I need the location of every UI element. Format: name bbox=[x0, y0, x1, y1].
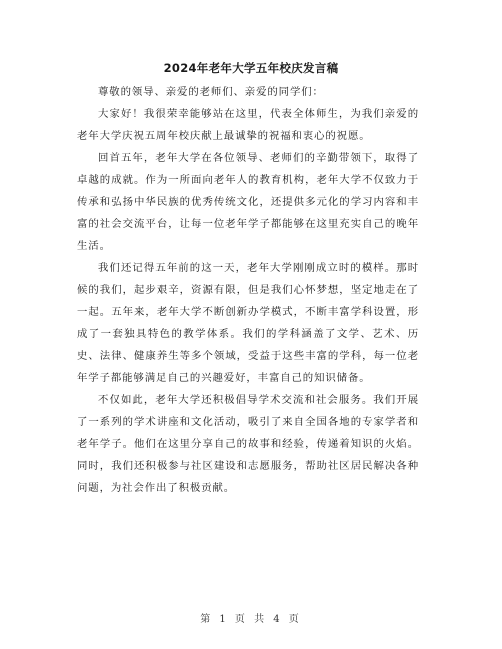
paragraph-4: 不仅如此，老年大学还积极倡导学术交流和社会服务。我们开展了一系列的学术讲座和文化活动，吸引了来自全国各地的专家学者和老年学子。他们在这里分享自己的故事和经验，传递着知识的火焰。同时，我们还积极参与社区建设和志愿服务，帮助社区居民解决各种问题，为社会作出了积极贡献。 bbox=[77, 394, 419, 494]
paragraph-2: 回首五年，老年大学在各位领导、老师们的辛勤带领下，取得了卓越的成就。作为一所面向老年人的教育机构，老年大学不仅致力于传承和弘扬中华民族的优秀传统文化，还提供多元化的学习内容和丰富的社会交流平台，让每一位老年学子都能够在这里充实自己的晚年生活。 bbox=[77, 152, 419, 252]
document-body bbox=[77, 81, 419, 499]
paragraph-1: 大家好！我很荣幸能够站在这里，代表全体师生，为我们亲爱的老年大学庆祝五周年校庆献上最诚挚的祝福和衷心的祝愿。 bbox=[77, 108, 419, 142]
document-title: 2024年老年大学五年校庆发言稿 bbox=[163, 61, 339, 75]
salutation: 尊敬的领导、亲爱的老师们、亲爱的同学们： bbox=[98, 86, 324, 98]
page-number-footer: 第 1 页 共 4 页 bbox=[200, 614, 302, 625]
paragraph-3: 我们还记得五年前的这一天，老年大学刚刚成立时的模样。那时候的我们，起步艰辛，资源有限，但是我们心怀梦想，坚定地走在了一起。五年来，老年大学不断创新办学模式，不断丰富学科设置，形成了一套独具特色的教学体系。我们的学科涵盖了文学、艺术、历史、法律、健康养生等多个领域，受益于这些丰富的学科，每一位老年学子都能够满足自己的兴趣爱好，丰富自己的知识储备。 bbox=[77, 262, 419, 384]
